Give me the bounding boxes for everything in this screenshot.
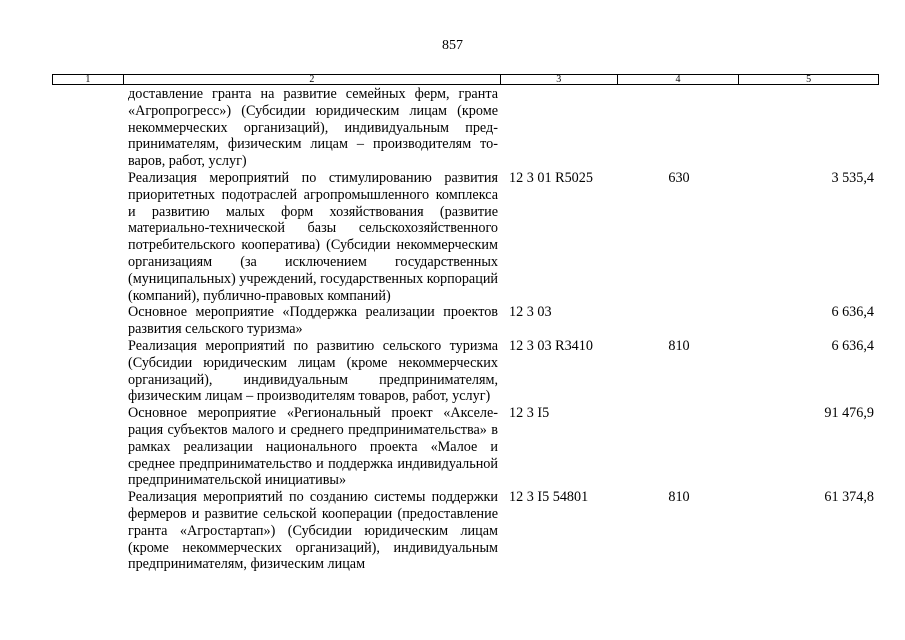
- row-code: 12 3 01 R5025: [509, 169, 593, 186]
- row-code: 12 3 03: [509, 304, 552, 321]
- row-description: Основное мероприятие «Поддержка реализации проектов развития сельского туризма»: [128, 304, 498, 338]
- column-header-4: 4: [618, 75, 740, 84]
- row-type: 810: [668, 489, 690, 506]
- table-row: [0, 170, 905, 304]
- row-code: 12 3 I5: [509, 405, 550, 422]
- row-description: Реализация мероприятий по стимулированию развития приоритетных подотраслей агропромышленного комплекса и развитию малых форм хозяйствования (развитие материально-технической базы сельскохозяйственного потребительского кооператива) (Субсидии некоммерческим организациям (за исключением государственных (муниципальных) учреждений, государственных корпораций (компаний), публично-правовых компаний): [128, 169, 498, 304]
- table-row: [0, 489, 905, 573]
- row-amount: 3 535,4: [831, 169, 874, 186]
- table-row: [0, 405, 905, 489]
- row-type: 810: [668, 337, 690, 354]
- column-header-1: 1: [53, 75, 124, 84]
- row-type: 630: [668, 169, 690, 186]
- page-number: 857: [442, 38, 463, 53]
- table-row: [0, 338, 905, 405]
- row-description: Основное мероприятие «Региональный проект «Акселерация субъектов малого и среднего предпринимательства» в рамках реализации национального проекта «Малое и среднее предпринимательство и поддержка индивидуальной предпринимательской инициативы»: [128, 405, 498, 489]
- column-header-5: 5: [806, 74, 812, 85]
- row-code: 12 3 03 R3410: [509, 337, 593, 354]
- row-description: Реализация мероприятий по развитию сельского туризма (Субсидии юридическим лицам (кроме некоммерческих организаций), индивидуальным предпринимателям, физическим лицам – производителям товаров, работ, услуг): [128, 337, 498, 405]
- row-amount: 6 636,4: [831, 304, 874, 321]
- column-header-3: 3: [501, 75, 618, 84]
- row-description: Реализация мероприятий по созданию системы поддержки фермеров и развитие сельской кооперации (предоставление гранта «Агростартап») (Субсидии юридическим лицам (кроме некоммерческих организаций), индивидуальным предпринимателям, физическим лицам: [128, 489, 498, 573]
- row-code: 12 3 I5 54801: [509, 489, 589, 506]
- table-row: [0, 86, 905, 170]
- table-row: [0, 304, 905, 338]
- row-amount: 91 476,9: [824, 405, 874, 422]
- column-header-2: 2: [124, 75, 501, 84]
- table-body: [0, 86, 905, 573]
- table-header-row: [52, 74, 879, 85]
- row-amount: 6 636,4: [831, 337, 874, 354]
- row-amount: 61 374,8: [824, 489, 874, 506]
- row-description: доставление гранта на развитие семейных ферм, гранта «Агропрогресс») (Субсидии юридическим лицам (кроме некоммерческих организаций), индивидуальным предпринимателям, физическим лицам – производителям товаров, работ, услуг): [128, 86, 498, 170]
